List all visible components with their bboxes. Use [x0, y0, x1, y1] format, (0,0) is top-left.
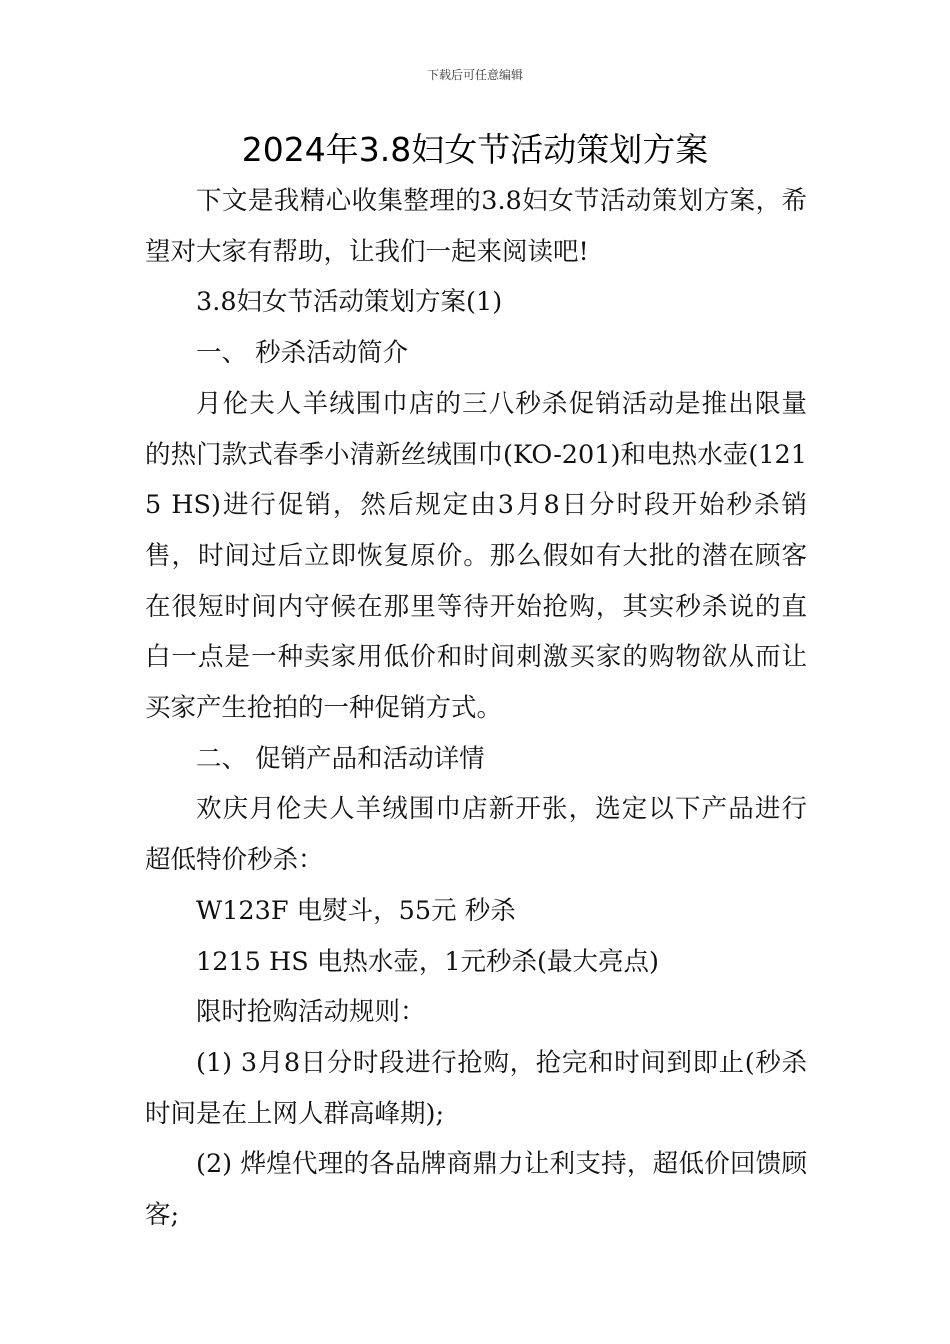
paragraph-flash-sale-description: 月伦夫人羊绒围巾店的三八秒杀促销活动是推出限量的热门款式春季小清新丝绒围巾(KO-201)和电热水壶(1215 HS)进行促销，然后规定由3月8日分时段开始秒杀销售，时间过后立即恢复原价。那么假如有大批的潜在顾客在很短时间内守候在那里等待开始抢购，其实秒杀说的直白一点是一种卖家用低价和时间刺激买家的购物欲从而让买家产生抢拍的一种促销方式。 [145, 388, 807, 724]
section-heading-intro: 一、 秒杀活动简介 [196, 338, 409, 369]
product-item-iron: W123F 电熨斗，55元 秒杀 [196, 895, 516, 926]
section-heading-plan-1: 3.8妇女节活动策划方案(1) [196, 287, 503, 318]
product-item-kettle: 1215 HS 电热水壶，1元秒杀(最大亮点) [196, 946, 659, 977]
rule-item-2: (2) 烨煌代理的各品牌商鼎力让利支持，超低价回馈顾客; [145, 1149, 807, 1231]
intro-paragraph: 下文是我精心收集整理的3.8妇女节活动策划方案，希望对大家有帮助，让我们一起来阅读吧! [145, 186, 807, 267]
document-body [145, 176, 807, 1241]
section-heading-products: 二、 促销产品和活动详情 [196, 743, 485, 774]
header-note: 下载后可任意编辑 [426, 68, 523, 82]
rules-heading: 限时抢购活动规则： [196, 997, 426, 1028]
paragraph-product-intro: 欢庆月伦夫人羊绒围巾店新开张，选定以下产品进行超低特价秒杀： [145, 794, 807, 876]
document-title: 2024年3.8妇女节活动策划方案 [241, 130, 709, 169]
rule-item-1: (1) 3月8日分时段进行抢购，抢完和时间到即止(秒杀时间是在上网人群高峰期); [145, 1047, 807, 1129]
